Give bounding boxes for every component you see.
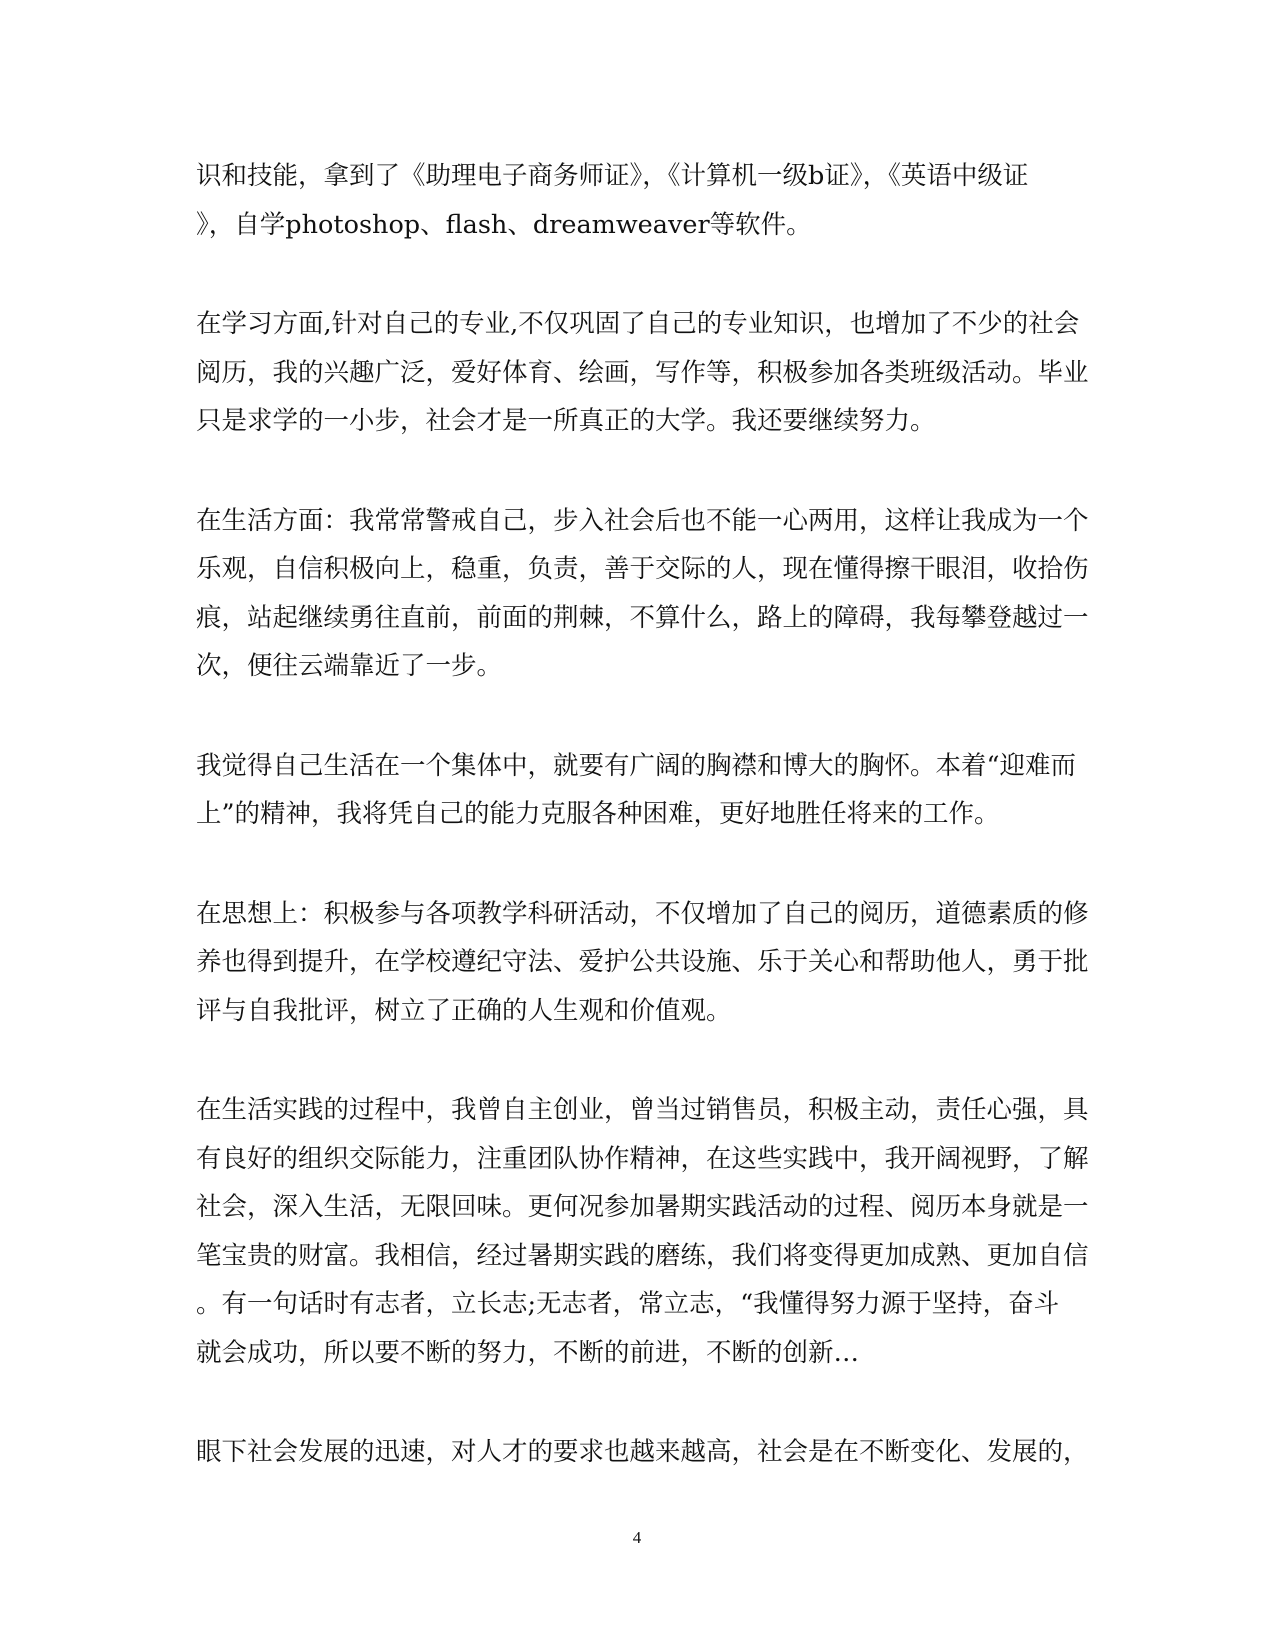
text-line: 我觉得自己生活在一个集体中，就要有广阔的胸襟和博大的胸怀。本着“迎难而 (196, 750, 1077, 781)
paragraph-collective (196, 742, 1076, 839)
text-line: 社会，深入生活，无限回味。更何况参加暑期实践活动的过程、阅历本身就是一 (196, 1192, 1089, 1222)
text-line: 有良好的组织交际能力，注重团队协作精神，在这些实践中，我开阔视野，了解 (196, 1143, 1089, 1174)
paragraph-study (196, 300, 1089, 446)
text-line: 阅历，我的兴趣广泛，爱好体育、绘画，写作等，积极参加各类班级活动。毕业 (196, 357, 1089, 388)
text-line: 眼下社会发展的迅速，对人才的要求也越来越高，社会是在不断变化、发展的， (196, 1437, 1089, 1467)
text-line: 养也得到提升，在学校遵纪守法、爱护公共设施、乐于关心和帮助他人，勇于批 (196, 947, 1089, 977)
text-line: 在学习方面,针对自己的专业,不仅巩固了自己的专业知识，也增加了不少的社会 (196, 309, 1080, 339)
page-number: 4 (632, 1528, 642, 1547)
text-line: 次，便往云端靠近了一步。 (196, 651, 503, 681)
text-line: 评与自我批评，树立了正确的人生观和价值观。 (196, 995, 732, 1026)
text-line: 在生活实践的过程中，我曾自主创业，曾当过销售员，积极主动，责任心强，具 (196, 1095, 1089, 1125)
paragraph-practice (196, 1086, 1089, 1377)
paragraph-thought (196, 890, 1089, 1036)
text-line: 就会成功，所以要不断的努力，不断的前进，不断的创新… (196, 1337, 860, 1368)
paragraph-society (196, 1428, 1089, 1477)
text-line: 上”的精神，我将凭自己的能力克服各种困难，更好地胜任将来的工作。 (196, 799, 1000, 829)
text-line: 识和技能，拿到了《助理电子商务师证》，《计算机一级b证》，《英语中级证 (196, 161, 1029, 191)
paragraph-life (196, 497, 1089, 691)
paragraph-skills (196, 152, 1076, 249)
text-line: 》，自学photoshop、flash、dreamweaver等软件。 (196, 209, 812, 240)
text-line: 乐观，自信积极向上，稳重，负责，善于交际的人，现在懂得擦干眼泪，收拾伤 (196, 554, 1089, 584)
text-line: 在生活方面：我常常警戒自己，步入社会后也不能一心两用，这样让我成为一个 (196, 505, 1089, 536)
text-line: 只是求学的一小步，社会才是一所真正的大学。我还要继续努力。 (196, 406, 936, 436)
text-line: 在思想上：积极参与各项教学科研活动，不仅增加了自己的阅历，道德素质的修 (196, 898, 1089, 929)
document-body (196, 152, 1089, 1528)
text-line: 痕，站起继续勇往直前，前面的荆棘，不算什么，路上的障碍，我每攀登越过一 (196, 602, 1089, 633)
text-line: 。有一句话时有志者，立长志;无志者，常立志，“我懂得努力源于坚持，奋斗 (196, 1289, 1060, 1319)
text-line: 笔宝贵的财富。我相信，经过暑期实践的磨练，我们将变得更加成熟、更加自信 (196, 1240, 1089, 1271)
